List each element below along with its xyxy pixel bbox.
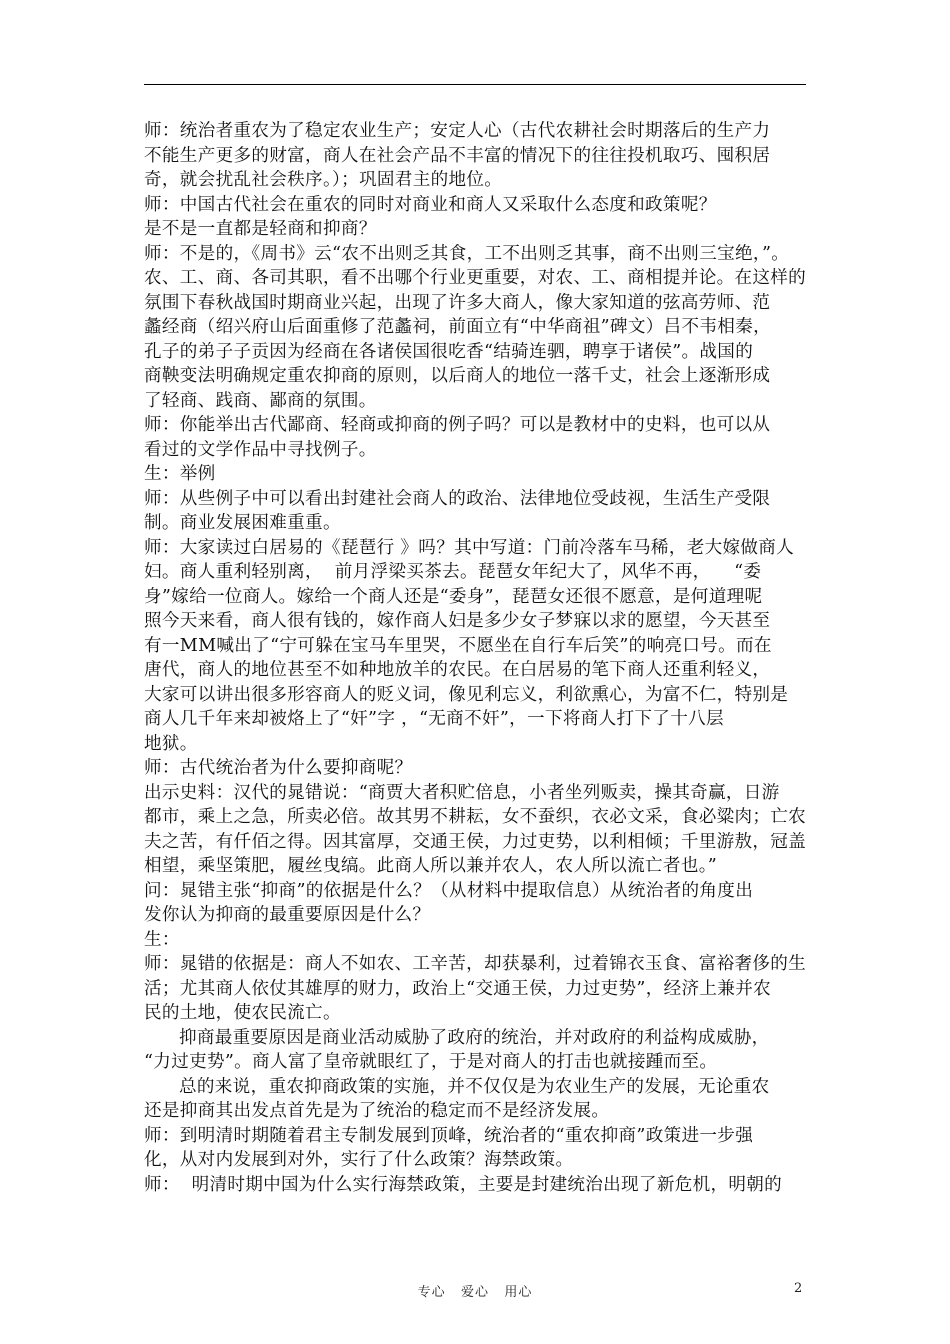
text-line: 地狱。 xyxy=(144,733,198,754)
text-line: 抑商最重要原因是商业活动威胁了政府的统治，并对政府的利益构成威胁， xyxy=(179,1027,770,1048)
text-line: 看过的文学作品中寻找例子。 xyxy=(144,439,377,460)
text-line: “力过吏势”。商人富了皇帝就眼红了，于是对商人的打击也就接踵而至。 xyxy=(144,1052,718,1072)
text-line: 蠡经商（绍兴府山后面重修了范蠡祠，前面立有“中华商祖”碑文）吕不韦相秦， xyxy=(144,317,771,337)
text-line: 出示史料：汉代的晁错说：“商贾大者积贮倍息，小者坐列贩卖，操其奇赢，日游 xyxy=(144,782,780,803)
text-line: 师：从些例子中可以看出封建社会商人的政治、法律地位受歧视，生活生产受限 xyxy=(144,488,771,509)
text-line: 师：到明清时期随着君主专制发展到顶峰，统治者的“重农抑商”政策进一步强 xyxy=(144,1125,754,1146)
text-line: 师：晁错的依据是：商人不如农、工辛苦，却获暴利，过着锦衣玉食、富裕奢侈的生 xyxy=(144,954,807,974)
text-line: 师：你能举出古代鄙商、轻商或抑商的例子吗？可以是教材中的史料，也可以从 xyxy=(144,415,771,435)
text-line: 师：古代统治者为什么要抑商呢？ xyxy=(144,758,413,778)
text-line: 师： 明清时期中国为什么实行海禁政策，主要是封建统治出现了新危机，明朝的 xyxy=(144,1174,783,1195)
text-line: 是不是一直都是轻商和抑商？ xyxy=(144,219,377,239)
text-line: 师：不是的，《周书》云“农不出则乏其食，工不出则乏其事，商不出则三宝绝，”。 xyxy=(144,243,790,264)
text-line: 制。商业发展困难重重。 xyxy=(144,513,341,533)
text-line: 奇，就会扰乱社会秩序。）；巩固君主的地位。 xyxy=(144,170,503,190)
text-line: 氛围下春秋战国时期商业兴起，出现了许多大商人，像大家知道的弦高劳师、范 xyxy=(144,292,771,313)
footer-motto: 专心 爱心 用心 xyxy=(417,1285,533,1300)
text-line: 相望，乘坚策肥，履丝曳缟。此商人所以兼并农人，农人所以流亡者也。” xyxy=(144,856,718,876)
text-line: 生：举例 xyxy=(144,464,216,484)
text-line: 师：统治者重农为了稳定农业生产；安定人心（古代农耕社会时期落后的生产力 xyxy=(144,121,771,141)
text-line: 商人几千年来却被烙上了“奸”字 ，“无商不奸”，一下将商人打下了十八层 xyxy=(144,709,724,729)
text-line: 师：中国古代社会在重农的同时对商业和商人又采取什么态度和政策呢？ xyxy=(144,194,717,215)
text-line: 有一MM喊出了“宁可躲在宝马车里哭，不愿坐在自行车后笑”的响亮口号。而在 xyxy=(144,635,772,656)
text-line: 还是抑商其出发点首先是为了统治的稳定而不是经济发展。 xyxy=(144,1101,610,1121)
text-line: 问：晁错主张“抑商”的依据是什么？（从材料中提取信息）从统治者的角度出 xyxy=(144,880,754,901)
text-line: 都市，乘上之急，所卖必倍。故其男不耕耘，女不蚕织，衣必文采，食必粱肉；亡农 xyxy=(144,807,807,827)
text-line: 了轻商、践商、鄙商的氛围。 xyxy=(144,390,377,411)
text-line: 唐代，商人的地位甚至不如种地放羊的农民。在白居易的笔下商人还重利轻义， xyxy=(144,660,771,680)
header-rule xyxy=(144,84,806,85)
text-line: 大家可以讲出很多形容商人的贬义词，像见利忘义，利欲熏心，为富不仁，特别是 xyxy=(144,684,789,705)
text-line: 夫之苦，有仟佰之得。因其富厚，交通王侯，力过吏势，以利相倾；千里游敖，冠盖 xyxy=(144,831,807,852)
text-line: 妇。商人重利轻别离， 前月浮梁买茶去。琵琶女年纪大了，风华不再， “委 xyxy=(144,562,762,582)
text-line: 民的土地，使农民流亡。 xyxy=(144,1003,341,1023)
text-line: 孔子的弟子子贡因为经商在各诸侯国很吃香“结骑连驷，聘享于诸侯”。战国的 xyxy=(144,341,754,362)
text-line: 身”嫁给一位商人。嫁给一个商人还是“委身”，琵琶女还很不愿意，是何道理呢 xyxy=(144,586,763,607)
text-line: 发你认为抑商的最重要原因是什么？ xyxy=(144,905,431,925)
text-line: 师：大家读过白居易的《琵琶行 》吗？其中写道：门前冷落车马稀，老大嫁做商人 xyxy=(144,537,795,558)
text-line: 商鞅变法明确规定重农抑商的原则，以后商人的地位一落千丈，社会上逐渐形成 xyxy=(144,366,771,386)
text-line: 化，从对内发展到对外，实行了什么政策？海禁政策。 xyxy=(144,1150,574,1170)
text-line: 生： xyxy=(144,929,180,950)
text-line: 照今天来看，商人很有钱的，嫁作商人妇是多少女子梦寐以求的愿望，今天甚至 xyxy=(144,611,771,631)
text-line: 活；尤其商人依仗其雄厚的财力，政治上“交通王侯，力过吏势”，经济上兼并农 xyxy=(144,978,771,999)
page-number: 2 xyxy=(794,1281,803,1296)
text-line: 不能生产更多的财富，商人在社会产品不丰富的情况下的往往投机取巧、囤积居 xyxy=(144,145,771,166)
text-line: 农、工、商、各司其职，看不出哪个行业更重要，对农、工、商相提并论。在这样的 xyxy=(144,268,807,288)
text-line: 总的来说，重农抑商政策的实施，并不仅仅是为农业生产的发展，无论重农 xyxy=(179,1076,770,1097)
document-body xyxy=(144,119,816,1197)
